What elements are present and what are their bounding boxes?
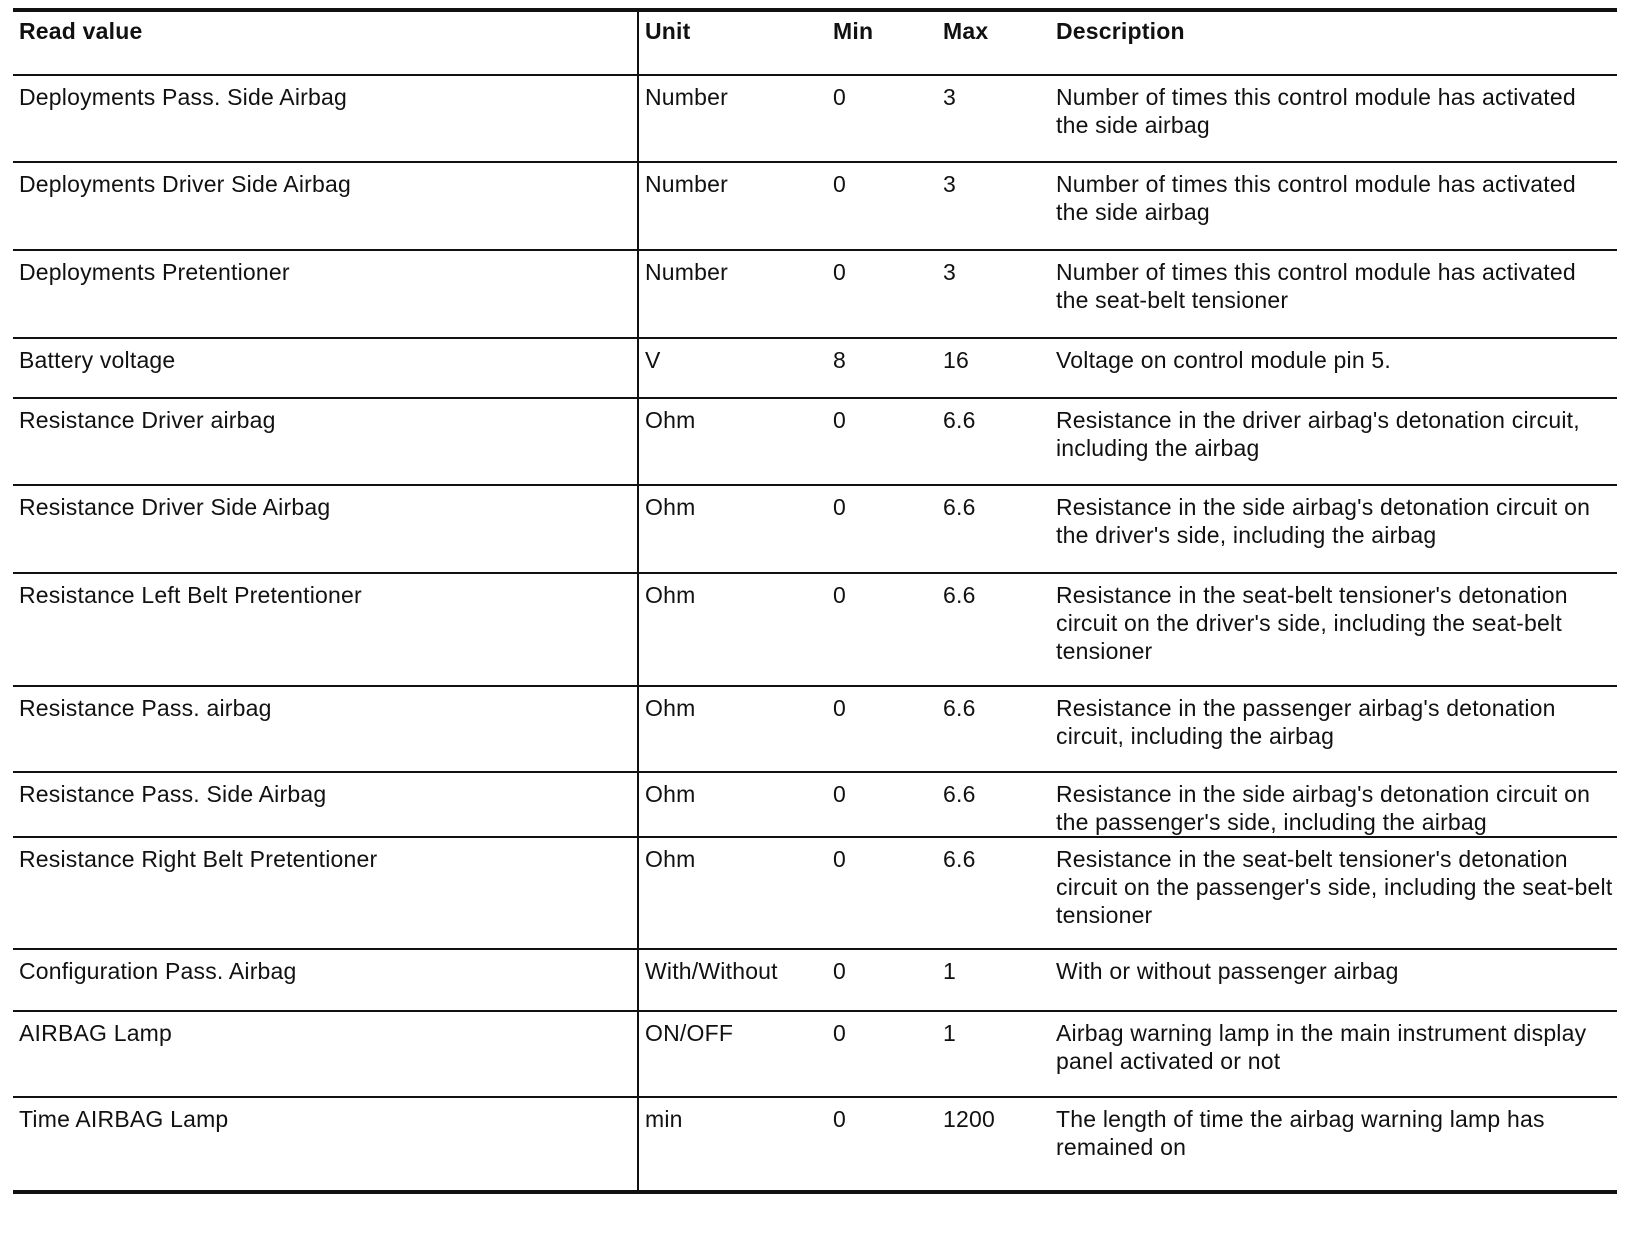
table-row <box>13 162 1617 250</box>
table-row <box>13 485 1617 573</box>
unit-cell: Number <box>638 250 827 338</box>
max-cell: 1 <box>943 1020 956 1046</box>
max-cell: 3 <box>943 84 956 110</box>
table-row <box>13 250 1617 338</box>
description-cell: With or without passenger airbag <box>1056 958 1399 984</box>
unit-cell: Ohm <box>638 686 827 772</box>
min-cell: 0 <box>833 494 846 520</box>
min-cell: 0 <box>833 407 846 433</box>
table-row <box>13 75 1617 162</box>
max-cell: 6.6 <box>943 846 976 872</box>
max-cell: 3 <box>943 259 956 285</box>
table-row <box>13 1097 1617 1192</box>
unit-cell: ON/OFF <box>638 1011 827 1097</box>
read-values-document <box>13 8 1617 1194</box>
unit-cell: Number <box>638 162 827 250</box>
description-cell: Voltage on control module pin 5. <box>1056 347 1392 373</box>
max-cell: 1 <box>943 958 956 984</box>
min-cell: 0 <box>833 781 846 807</box>
read-value-cell: Resistance Pass. Side Airbag <box>19 781 327 807</box>
description-cell: Resistance in the seat-belt tensioner's detonation circuit on the driver's side, including the seat-belt tensioner <box>1056 582 1568 664</box>
read-value-cell: Deployments Pretentioner <box>19 259 290 285</box>
description-cell: Number of times this control module has activated the side airbag <box>1056 171 1576 225</box>
header-description: Description <box>1056 18 1185 44</box>
unit-cell: Ohm <box>638 398 827 485</box>
max-cell: 6.6 <box>943 582 976 608</box>
max-cell: 1200 <box>943 1106 995 1132</box>
description-cell: Airbag warning lamp in the main instrument display panel activated or not <box>1056 1020 1587 1074</box>
unit-cell: Ohm <box>638 837 827 949</box>
min-cell: 0 <box>833 582 846 608</box>
read-values-table <box>13 8 1617 1194</box>
max-cell: 6.6 <box>943 781 976 807</box>
table-row <box>13 573 1617 686</box>
unit-cell: With/Without <box>638 949 827 1011</box>
header-min: Min <box>833 18 874 44</box>
read-value-cell: Resistance Driver airbag <box>19 407 276 433</box>
read-value-cell: Resistance Driver Side Airbag <box>19 494 331 520</box>
read-value-cell: Battery voltage <box>19 347 176 373</box>
max-cell: 6.6 <box>943 695 976 721</box>
unit-cell: min <box>638 1097 827 1192</box>
header-max: Max <box>943 18 989 44</box>
min-cell: 0 <box>833 846 846 872</box>
min-cell: 0 <box>833 84 846 110</box>
read-value-cell: Deployments Pass. Side Airbag <box>19 84 347 110</box>
unit-cell: Ohm <box>638 772 827 837</box>
description-cell: Resistance in the driver airbag's detonation circuit, including the airbag <box>1056 407 1580 461</box>
min-cell: 0 <box>833 1020 846 1046</box>
min-cell: 0 <box>833 695 846 721</box>
min-cell: 0 <box>833 171 846 197</box>
table-row <box>13 338 1617 398</box>
table-row <box>13 686 1617 772</box>
max-cell: 6.6 <box>943 407 976 433</box>
unit-cell: Ohm <box>638 485 827 573</box>
read-value-cell: Resistance Pass. airbag <box>19 695 272 721</box>
table-row <box>13 398 1617 485</box>
read-value-cell: Resistance Right Belt Pretentioner <box>19 846 378 872</box>
table-row <box>13 1011 1617 1097</box>
table-row <box>13 772 1617 837</box>
min-cell: 0 <box>833 958 846 984</box>
read-value-cell: Configuration Pass. Airbag <box>19 958 297 984</box>
table-row <box>13 949 1617 1011</box>
table-row <box>13 837 1617 949</box>
header-read-value: Read value <box>19 18 143 44</box>
description-cell: Number of times this control module has activated the side airbag <box>1056 84 1576 138</box>
min-cell: 8 <box>833 347 846 373</box>
max-cell: 16 <box>943 347 969 373</box>
read-value-cell: AIRBAG Lamp <box>19 1020 173 1046</box>
description-cell: Number of times this control module has activated the seat-belt tensioner <box>1056 259 1576 313</box>
description-cell: Resistance in the seat-belt tensioner's detonation circuit on the passenger's side, including the seat-belt tensioner <box>1056 846 1613 928</box>
unit-cell: V <box>638 338 827 398</box>
description-cell: Resistance in the passenger airbag's detonation circuit, including the airbag <box>1056 695 1556 749</box>
min-cell: 0 <box>833 259 846 285</box>
read-value-cell: Resistance Left Belt Pretentioner <box>19 582 362 608</box>
read-value-cell: Deployments Driver Side Airbag <box>19 171 351 197</box>
read-value-cell: Time AIRBAG Lamp <box>19 1106 229 1132</box>
description-cell: Resistance in the side airbag's detonation circuit on the driver's side, including the airbag <box>1056 494 1591 548</box>
min-cell: 0 <box>833 1106 846 1132</box>
max-cell: 6.6 <box>943 494 976 520</box>
header-unit: Unit <box>638 10 827 75</box>
description-cell: Resistance in the side airbag's detonation circuit on the passenger's side, including the airbag <box>1056 781 1591 835</box>
header-row <box>13 10 1617 75</box>
description-cell: The length of time the airbag warning lamp has remained on <box>1056 1106 1545 1160</box>
unit-cell: Number <box>638 75 827 162</box>
unit-cell: Ohm <box>638 573 827 686</box>
max-cell: 3 <box>943 171 956 197</box>
